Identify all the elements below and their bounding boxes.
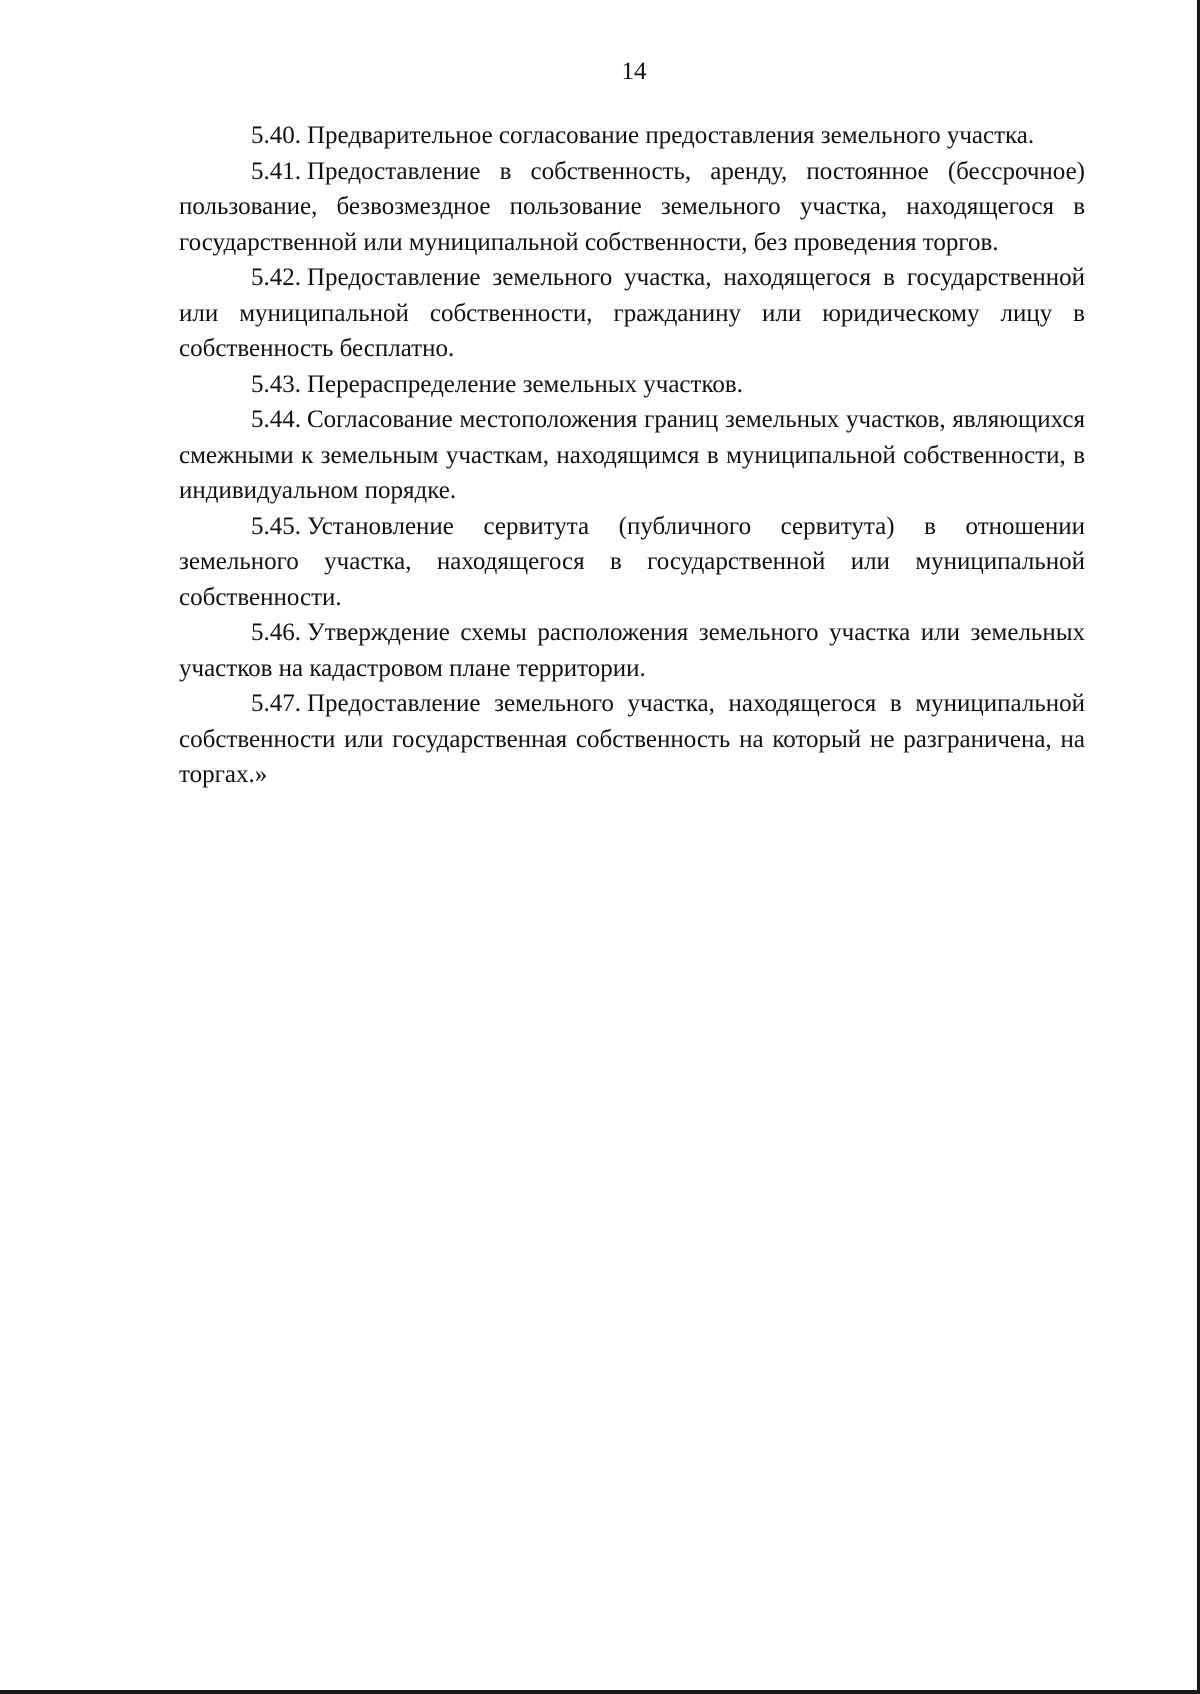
scan-edge-bottom	[0, 1690, 1200, 1694]
clause-5-41	[179, 154, 1085, 261]
clause-5-43	[179, 367, 1085, 403]
clause-number: 5.46.	[251, 619, 301, 646]
clause-number: 5.45.	[251, 512, 301, 540]
clause-number: 5.41.	[251, 157, 301, 185]
clause-text: Согласование местоположения границ земельных участков, являющихся смежными к земельным участкам, находящимся в муниципальной собственности, в индивидуальном порядке.	[179, 406, 1085, 504]
clause-text: Предоставление в собственность, аренду, постоянное (бессрочное) пользование, безвозмездное пользование земельного участка, находящегося в государственной или муниципальной собственности, без проведения торгов.	[179, 157, 1085, 256]
page-number: 14	[621, 58, 647, 85]
clause-number: 5.43.	[251, 370, 301, 398]
clause-text: Предоставление земельного участка, находящегося в муниципальной собственности или государственная собственность на который не разграничена, на торгах.»	[179, 690, 1085, 788]
clause-text: Предварительное согласование предоставления земельного участка.	[307, 122, 1035, 149]
document-body	[179, 118, 1085, 793]
clause-5-40	[179, 118, 1085, 154]
clause-number: 5.42.	[251, 264, 301, 291]
clause-5-46	[179, 615, 1085, 686]
clause-number: 5.47.	[251, 690, 301, 717]
clause-number: 5.40.	[251, 122, 301, 149]
clause-5-45	[179, 509, 1085, 616]
clause-text: Установление сервитута (публичного сервитута) в отношении земельного участка, находящегося в государственной или муниципальной собственности.	[179, 512, 1085, 611]
clause-text: Предоставление земельного участка, находящегося в государственной или муниципальной собственности, гражданину или юридическому лицу в собственность бесплатно.	[179, 264, 1085, 362]
clause-5-47	[179, 686, 1085, 793]
clause-number: 5.44.	[251, 406, 301, 433]
clause-5-42	[179, 260, 1085, 367]
clause-text: Перераспределение земельных участков.	[307, 370, 743, 398]
clause-5-44	[179, 402, 1085, 509]
clause-text: Утверждение схемы расположения земельного участка или земельных участков на кадастровом плане территории.	[179, 619, 1085, 682]
